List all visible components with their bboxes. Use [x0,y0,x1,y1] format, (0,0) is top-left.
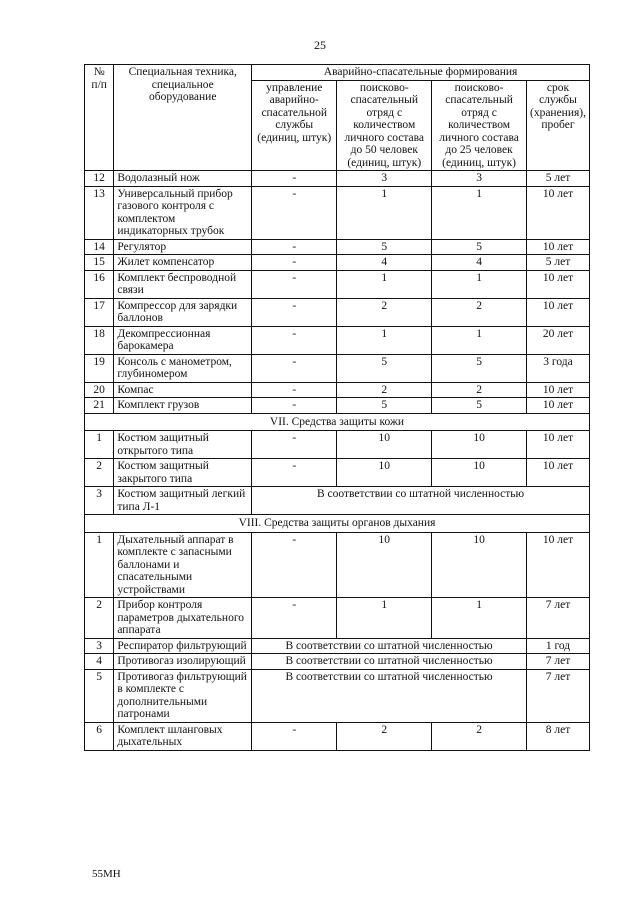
row-num: 19 [85,354,114,382]
header-num: № п/п [85,65,114,171]
table-row [85,431,590,459]
row-num: 18 [85,326,114,354]
table-row [85,638,590,654]
row-term: 1 год [526,638,589,654]
row-term: 10 лет [526,431,589,459]
section-title: VII. Средства защиты кожи [85,413,590,431]
row-team-50: 1 [337,186,432,239]
row-mgmt: - [252,171,337,187]
header-equipment: Специальная техника, специальное оборудование [114,65,252,171]
section-7 [85,413,590,431]
row-name: Универсальный прибор газового контроля с комплектом индикаторных трубок [114,186,252,239]
table-row [85,669,590,722]
footer-code: 55МН [92,868,121,880]
row-team-50: 5 [337,239,432,255]
row-term: 5 лет [526,255,589,271]
row-num: 15 [85,255,114,271]
row-mgmt: - [252,459,337,487]
row-num: 16 [85,270,114,298]
row-num: 2 [85,598,114,639]
row-name: Прибор контроля параметров дыхательного аппарата [114,598,252,639]
table-row [85,722,590,750]
header-team-25: поисково-спасательный отряд с количеством личного состава до 25 человек (единиц, штук) [432,80,527,171]
row-team-25: 2 [432,298,527,326]
row-mgmt: - [252,186,337,239]
row-team-50: 10 [337,431,432,459]
row-team-50: 2 [337,722,432,750]
row-name: Респиратор фильтрующий [114,638,252,654]
row-term: 7 лет [526,654,589,670]
row-term: 10 лет [526,298,589,326]
row-mgmt: - [252,255,337,271]
table-row [85,255,590,271]
row-term: 10 лет [526,239,589,255]
row-team-25: 10 [432,431,527,459]
row-team-25: 1 [432,598,527,639]
table-row [85,459,590,487]
row-team-50: 5 [337,354,432,382]
table-row [85,654,590,670]
row-term: 7 лет [526,598,589,639]
row-team-25: 10 [432,459,527,487]
row-name: Костюм защитный закрытого типа [114,459,252,487]
header-team-50: поисково-спасательный отряд с количеством личного состава до 50 человек (единиц, штук) [337,80,432,171]
row-term: 10 лет [526,270,589,298]
row-term: 3 года [526,354,589,382]
row-team-50: 1 [337,270,432,298]
row-num: 1 [85,431,114,459]
row-num: 21 [85,398,114,414]
row-name: Комплект грузов [114,398,252,414]
row-num: 5 [85,669,114,722]
table-row [85,326,590,354]
row-team-25: 1 [432,270,527,298]
section-8-last-row [85,722,590,750]
row-team-50: 1 [337,598,432,639]
row-name: Компрессор для зарядки баллонов [114,298,252,326]
row-team-50: 5 [337,398,432,414]
table-row [85,382,590,398]
row-term: 8 лет [526,722,589,750]
table-row [85,354,590,382]
row-mgmt: - [252,239,337,255]
row-name: Костюм защитный открытого типа [114,431,252,459]
row-term: 10 лет [526,186,589,239]
table-row [85,532,590,598]
row-term: 20 лет [526,326,589,354]
row-name: Регулятор [114,239,252,255]
table-row [85,171,590,187]
row-team-25: 1 [432,186,527,239]
row-team-25: 2 [432,722,527,750]
row-span-text: В соответствии со штатной численностью [252,487,590,515]
row-term: 10 лет [526,382,589,398]
row-mgmt: - [252,298,337,326]
row-team-25: 5 [432,354,527,382]
row-mgmt: - [252,398,337,414]
table-row [85,598,590,639]
row-team-50: 2 [337,382,432,398]
row-num: 2 [85,459,114,487]
row-name: Комплект шланговых дыхательных [114,722,252,750]
row-num: 6 [85,722,114,750]
section-7-rows [85,431,590,487]
row-mgmt: - [252,382,337,398]
row-span-text: В соответствии со штатной численностью [252,669,527,722]
row-team-50: 10 [337,532,432,598]
page-number: 25 [314,38,326,52]
row-span-text: В соответствии со штатной численностью [252,638,527,654]
equipment-table [84,64,590,751]
row-num: 4 [85,654,114,670]
row-num: 1 [85,532,114,598]
section-diving-rows [85,171,590,414]
table-row [85,270,590,298]
row-term: 10 лет [526,398,589,414]
row-mgmt: - [252,722,337,750]
section-8-rows [85,532,590,638]
row-term: 7 лет [526,669,589,722]
row-term: 5 лет [526,171,589,187]
section-8 [85,515,590,533]
row-num: 13 [85,186,114,239]
row-team-50: 10 [337,459,432,487]
row-num: 12 [85,171,114,187]
row-mgmt: - [252,326,337,354]
table-row [85,487,590,515]
row-name: Жилет компенсатор [114,255,252,271]
row-name: Комплект беспроводной связи [114,270,252,298]
table-row [85,298,590,326]
row-mgmt: - [252,598,337,639]
row-team-25: 5 [432,239,527,255]
row-team-25: 5 [432,398,527,414]
row-mgmt: - [252,431,337,459]
row-mgmt: - [252,270,337,298]
row-team-25: 3 [432,171,527,187]
row-team-25: 10 [432,532,527,598]
row-team-25: 1 [432,326,527,354]
row-name: Консоль с манометром, глубиномером [114,354,252,382]
table-row [85,239,590,255]
row-span-text: В соответствии со штатной численностью [252,654,527,670]
row-num: 3 [85,487,114,515]
section-7-span-row [85,487,590,515]
header-mgmt: управление аварийно-спасательной службы (единиц, штук) [252,80,337,171]
row-term: 10 лет [526,532,589,598]
table-row [85,186,590,239]
section-8-span-rows [85,638,590,722]
row-name: Декомпрессионная барокамера [114,326,252,354]
row-team-50: 4 [337,255,432,271]
row-mgmt: - [252,354,337,382]
row-name: Противогаз изолирующий [114,654,252,670]
row-name: Дыхательный аппарат в комплекте с запасными баллонами и спасательными устройствами [114,532,252,598]
header-term: срок службы (хранения), пробег [526,80,589,171]
row-mgmt: - [252,532,337,598]
row-num: 20 [85,382,114,398]
row-name: Компас [114,382,252,398]
row-num: 17 [85,298,114,326]
row-num: 3 [85,638,114,654]
row-term: 10 лет [526,459,589,487]
header-group: Аварийно-спасательные формирования [252,65,590,81]
row-name: Костюм защитный легкий типа Л-1 [114,487,252,515]
section-title: VIII. Средства защиты органов дыхания [85,515,590,533]
row-team-25: 2 [432,382,527,398]
row-team-50: 2 [337,298,432,326]
row-team-50: 3 [337,171,432,187]
table-row [85,398,590,414]
row-name: Противогаз фильтрующий в комплекте с дополнительными патронами [114,669,252,722]
row-team-50: 1 [337,326,432,354]
row-num: 14 [85,239,114,255]
row-name: Водолазный нож [114,171,252,187]
row-team-25: 4 [432,255,527,271]
